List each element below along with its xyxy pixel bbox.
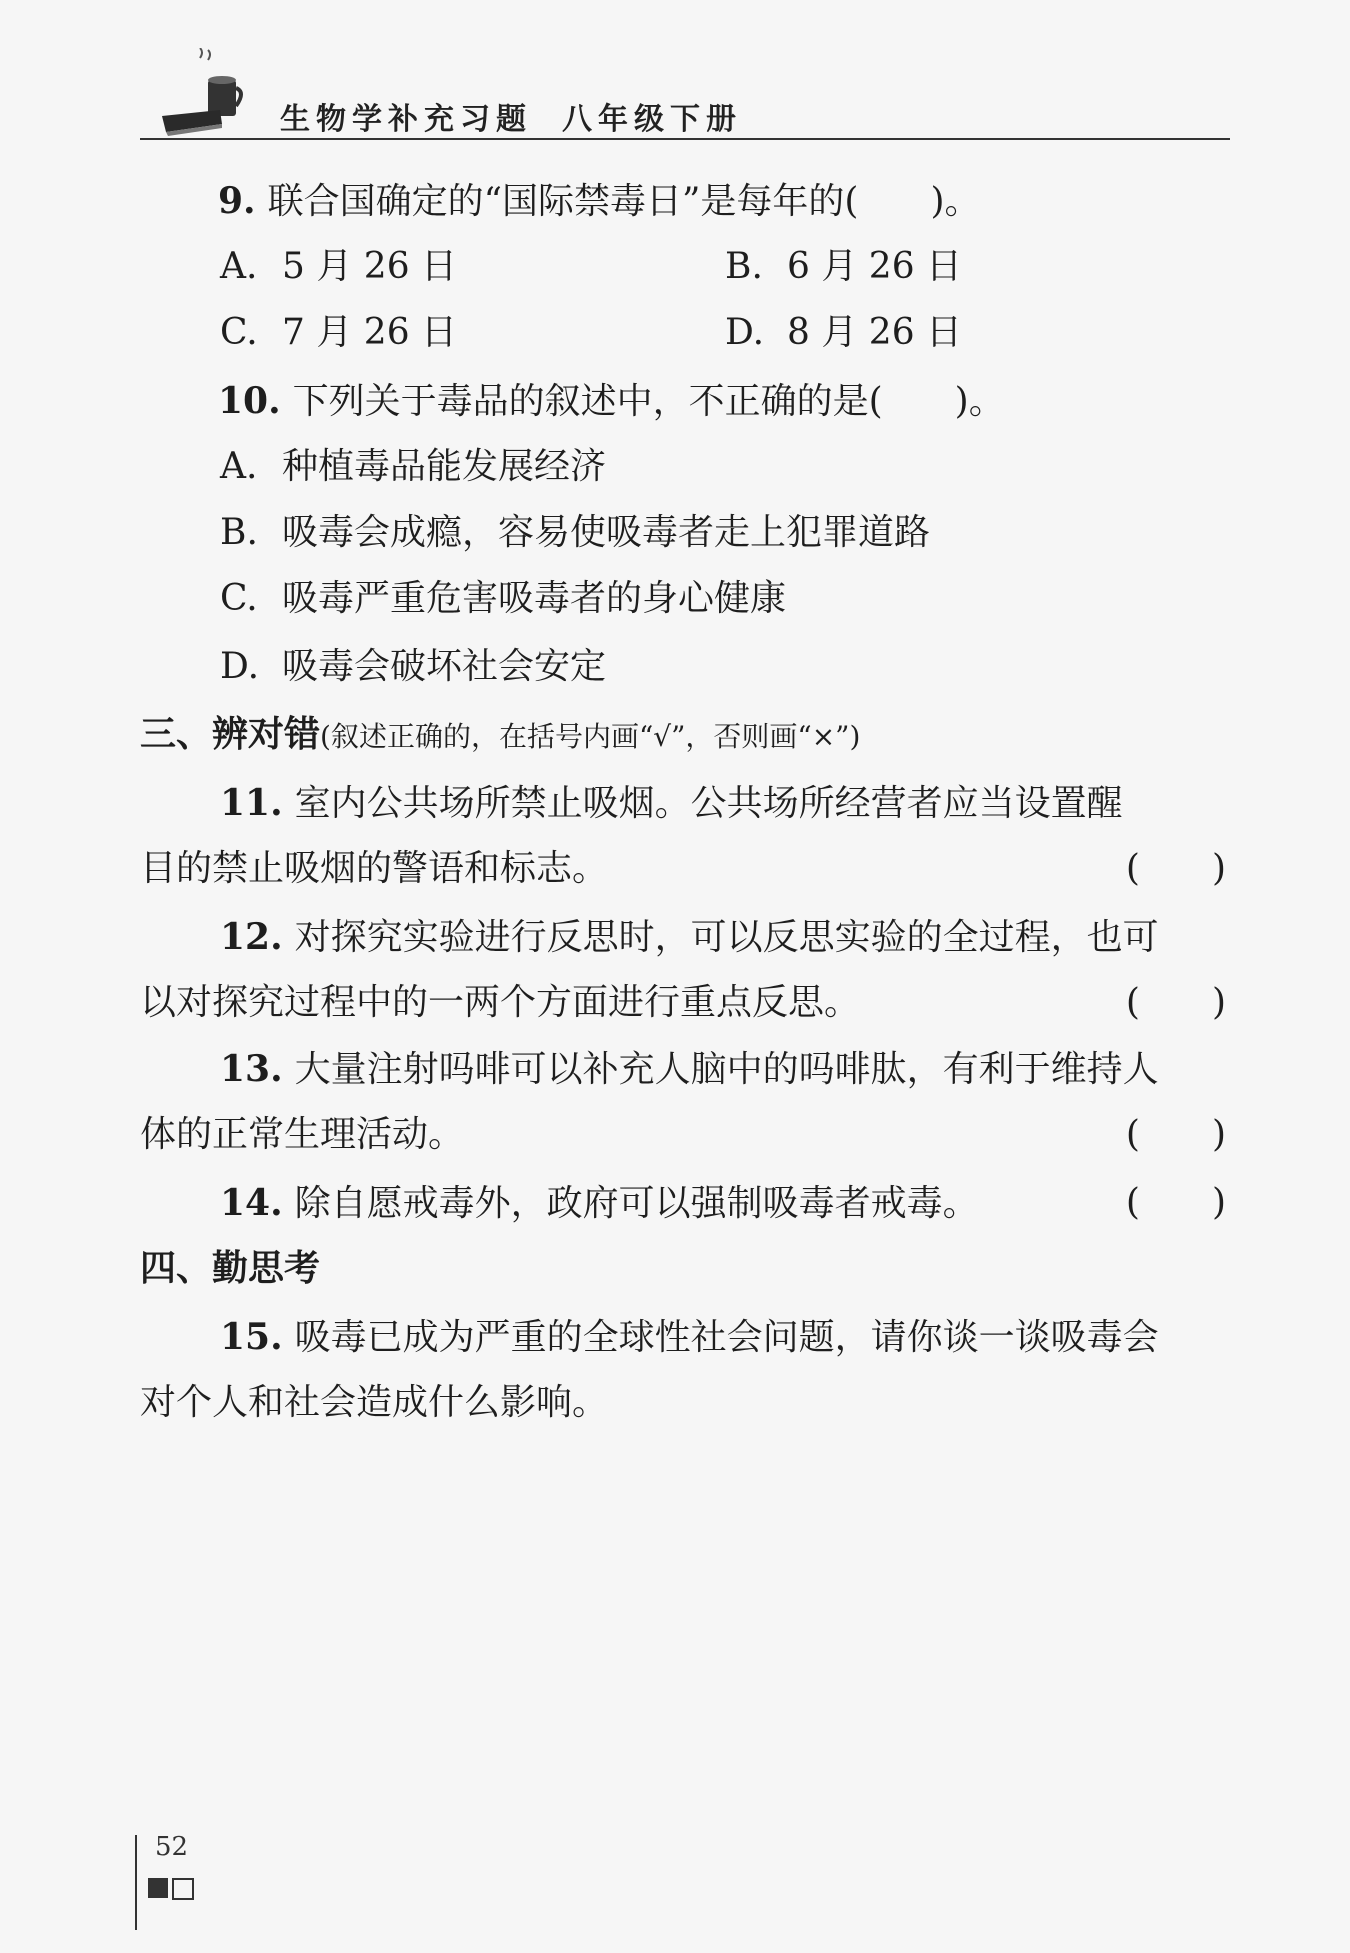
option-text: 7 月 26 日 [282, 312, 458, 353]
filled-square-icon [148, 1878, 168, 1898]
option-text: 6 月 26 日 [787, 246, 963, 287]
question-number: 13. [220, 1048, 283, 1090]
footer-rule [135, 1835, 137, 1930]
option-c [220, 566, 786, 632]
option-label: B. [220, 512, 258, 553]
question-13 [140, 1036, 1230, 1168]
question-text-line1: 吸毒已成为严重的全球性社会问题，请你谈一谈吸毒会 [294, 1317, 1159, 1358]
option-a [220, 234, 457, 300]
option-text: 吸毒会成瘾，容易使吸毒者走上犯罪道路 [282, 512, 931, 553]
question-9 [218, 168, 981, 235]
question-15 [140, 1304, 1230, 1436]
option-label: A. [220, 446, 258, 487]
answer-parentheses[interactable]: ( ) [1125, 982, 1226, 1023]
option-text: 5 月 26 日 [282, 246, 458, 287]
question-number: 10. [218, 380, 281, 422]
question-number: 15. [220, 1316, 283, 1358]
question-text-line1: 对探究实验进行反思时，可以反思实验的全过程，也可 [294, 917, 1159, 958]
book-title: 生物学补充习题 [280, 102, 532, 137]
section-title: 四、勤思考 [140, 1248, 321, 1289]
answer-parentheses[interactable]: ( ) [1125, 848, 1226, 889]
question-number: 11. [220, 782, 283, 824]
option-label: C. [220, 578, 258, 619]
option-text: 种植毒品能发展经济 [282, 446, 607, 487]
question-text-line2: 以对探究过程中的一两个方面进行重点反思。 [140, 982, 861, 1023]
book-grade: 八年级下册 [562, 102, 742, 137]
option-label: B. [725, 246, 763, 287]
page-number: 52 [155, 1832, 189, 1862]
empty-square-icon [172, 1878, 194, 1900]
option-label: D. [220, 646, 260, 687]
header-title [280, 94, 772, 138]
option-b [220, 500, 930, 566]
question-text-line2: 目的禁止吸烟的警语和标志。 [140, 848, 609, 889]
question-text-line1: 室内公共场所禁止吸烟。公共场所经营者应当设置醒 [294, 783, 1123, 824]
question-number: 12. [220, 916, 283, 958]
answer-parentheses[interactable]: ( ) [1125, 1114, 1226, 1155]
option-label: C. [220, 312, 258, 353]
option-text: 吸毒会破坏社会安定 [282, 646, 607, 687]
question-number: 14. [220, 1182, 283, 1224]
question-text: 联合国确定的“国际禁毒日”是每年的( )。 [267, 181, 981, 222]
question-text-line2: 体的正常生理活动。 [140, 1114, 465, 1155]
section-heading [140, 1236, 320, 1302]
page-header [140, 48, 1230, 140]
section-title: 三、辨对错 [140, 714, 321, 755]
question-11 [140, 770, 1230, 902]
option-b [725, 234, 962, 300]
question-12 [140, 904, 1230, 1036]
option-c [220, 300, 457, 366]
option-d [220, 634, 606, 700]
answer-parentheses[interactable]: ( ) [1125, 1182, 1226, 1223]
option-text: 吸毒严重危害吸毒者的身心健康 [282, 578, 787, 619]
question-text-line1: 大量注射吗啡可以补充人脑中的吗啡肽，有利于维持人 [294, 1049, 1159, 1090]
question-10 [218, 368, 1005, 435]
option-d [725, 300, 962, 366]
section-note: (叙述正确的，在括号内画“√”，否则画“×”) [320, 720, 861, 753]
option-label: A. [220, 246, 258, 287]
option-a [220, 434, 606, 500]
question-number: 9. [218, 180, 256, 222]
option-label: D. [725, 312, 765, 353]
question-14 [140, 1170, 1230, 1236]
question-text-line2: 对个人和社会造成什么影响。 [140, 1382, 609, 1423]
book-and-cup-icon [160, 48, 280, 136]
question-text: 下列关于毒品的叙述中，不正确的是( )。 [292, 381, 1005, 422]
section-heading [140, 702, 860, 770]
option-text: 8 月 26 日 [787, 312, 963, 353]
question-text-line1: 除自愿戒毒外，政府可以强制吸毒者戒毒。 [294, 1183, 979, 1224]
